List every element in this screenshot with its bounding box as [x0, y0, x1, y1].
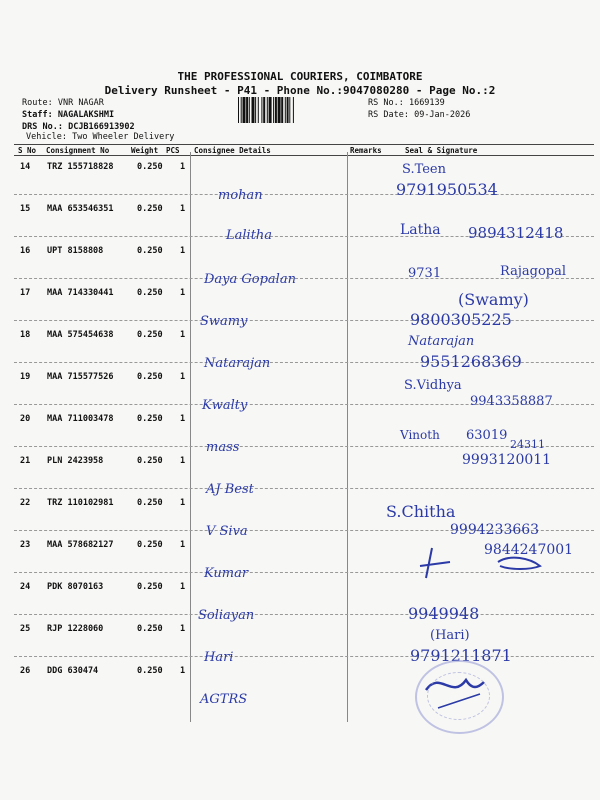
cell-consignment: MAA 653546351 — [47, 204, 114, 214]
signature-phone: 9994233663 — [450, 522, 540, 538]
staff-label: Staff: — [22, 110, 53, 120]
handwritten-name: mohan — [218, 188, 263, 203]
barcode-bar — [285, 97, 286, 123]
cell-consignment: MAA 575454638 — [47, 330, 114, 340]
signature: (Swamy) — [458, 290, 529, 309]
barcode-bar — [255, 97, 256, 123]
rs-no-field — [368, 98, 445, 108]
rs-date-value: 09-Jan-2026 — [414, 110, 471, 120]
cell-sno: 16 — [20, 246, 31, 256]
barcode-bar — [249, 97, 250, 123]
barcode-bar — [281, 97, 283, 123]
cell-sno: 22 — [20, 498, 31, 508]
cell-weight: 0.250 — [137, 540, 163, 550]
handwritten-name: Hari — [204, 650, 234, 665]
barcode-bar — [238, 97, 239, 123]
signature: 63019 — [466, 428, 508, 443]
cell-consignment: TRZ 155718828 — [47, 162, 114, 172]
cell-consignment: TRZ 110102981 — [47, 498, 114, 508]
company-title: THE PROFESSIONAL COURIERS, COIMBATORE — [177, 70, 423, 83]
staff-field — [22, 110, 114, 120]
signature-phone: 9943358887 — [470, 394, 553, 409]
vehicle-value: Two Wheeler Delivery — [72, 132, 175, 142]
barcode-bar — [263, 97, 265, 123]
cell-pcs: 1 — [180, 624, 186, 634]
row-divider — [14, 446, 594, 447]
col-pcs: PCS — [166, 146, 180, 155]
cell-sno: 17 — [20, 288, 31, 298]
staff-value: NAGALAKSHMI — [57, 110, 115, 120]
signature-phone: 9844247001 — [484, 542, 574, 558]
vehicle-field — [26, 132, 174, 142]
drs-field — [22, 122, 135, 132]
cell-consignment: PDK 8070163 — [47, 582, 104, 592]
cell-pcs: 1 — [180, 162, 186, 172]
cell-weight: 0.250 — [137, 330, 163, 340]
col-sno: S No — [18, 146, 37, 155]
handwritten-name: Daya Gopalan — [204, 272, 296, 287]
handwritten-name: V Siva — [206, 524, 248, 539]
route-label: Route: — [22, 98, 53, 108]
handwritten-name: AJ Best — [206, 482, 254, 497]
handwritten-name: Swamy — [200, 314, 248, 329]
signature-phone: 9791950534 — [396, 180, 498, 199]
barcode-bar — [287, 97, 289, 123]
cell-pcs: 1 — [180, 204, 186, 214]
barcode-bar — [269, 97, 272, 123]
barcode-bar — [261, 97, 262, 123]
barcode-bar — [275, 97, 277, 123]
cell-weight: 0.250 — [137, 162, 163, 172]
cell-pcs: 1 — [180, 330, 186, 340]
cell-weight: 0.250 — [137, 204, 163, 214]
barcode-bar — [273, 97, 274, 123]
cell-sno: 18 — [20, 330, 31, 340]
courier-stamp — [415, 660, 504, 734]
cell-pcs: 1 — [180, 372, 186, 382]
cell-sno: 24 — [20, 582, 31, 592]
table-row — [0, 152, 600, 194]
signature: S.Vidhya — [404, 378, 462, 393]
barcode-bar — [246, 97, 248, 123]
barcode-bar — [258, 97, 259, 123]
runsheet-title: Delivery Runsheet - P41 - Phone No.:9047080280 - Page No.:2 — [104, 84, 496, 97]
rs-date-label: RS Date: — [368, 110, 409, 120]
barcode — [238, 97, 366, 123]
cell-pcs: 1 — [180, 666, 186, 676]
route-field — [22, 98, 104, 108]
cell-consignment: MAA 578682127 — [47, 540, 114, 550]
cell-pcs: 1 — [180, 414, 186, 424]
cell-pcs: 1 — [180, 246, 186, 256]
cell-consignment: MAA 714330441 — [47, 288, 114, 298]
vehicle-label: Vehicle: — [26, 132, 67, 142]
signature: S.Teen — [402, 162, 446, 177]
signature: Rajagopal — [500, 264, 566, 279]
signature: (Hari) — [430, 628, 470, 643]
handwritten-name: Kwalty — [202, 398, 248, 413]
cell-sno: 21 — [20, 456, 31, 466]
cell-weight: 0.250 — [137, 666, 163, 676]
col-consignment: Consignment No — [46, 146, 110, 155]
col-consignee: Consignee Details — [194, 146, 271, 155]
barcode-bar — [293, 97, 294, 123]
cell-sno: 20 — [20, 414, 31, 424]
cell-consignment: MAA 711003478 — [47, 414, 114, 424]
barcode-bar — [289, 97, 290, 123]
cell-weight: 0.250 — [137, 582, 163, 592]
handwritten-name: Kumar — [204, 566, 249, 581]
handwritten-name: Lalitha — [226, 228, 273, 243]
row-divider — [14, 194, 594, 195]
cell-weight: 0.250 — [137, 246, 163, 256]
barcode-bar — [267, 97, 268, 123]
cell-sno: 26 — [20, 666, 31, 676]
handwritten-name: Soliayan — [198, 608, 255, 623]
handwritten-name: Natarajan — [204, 356, 271, 371]
signature-phone: 9551268369 — [420, 352, 522, 371]
barcode-bar — [278, 97, 281, 123]
cell-sno: 25 — [20, 624, 31, 634]
signature: Vinoth — [400, 428, 440, 442]
cell-sno: 19 — [20, 372, 31, 382]
cell-weight: 0.250 — [137, 624, 163, 634]
cell-consignment: UPT 8158808 — [47, 246, 104, 256]
cell-consignment: DDG 630474 — [47, 666, 99, 676]
cell-pcs: 1 — [180, 456, 186, 466]
cell-weight: 0.250 — [137, 288, 163, 298]
signature-phone: 9894312418 — [468, 224, 564, 242]
cell-pcs: 1 — [180, 498, 186, 508]
barcode-bar — [241, 97, 242, 123]
signature-phone: 9993120011 — [462, 452, 552, 468]
rs-no-value: 1669139 — [408, 98, 445, 108]
cell-pcs: 1 — [180, 582, 186, 592]
signature-phone: 9949948 — [408, 604, 480, 623]
header-top-rule — [14, 144, 594, 145]
signature-phone: 9800305225 — [410, 310, 512, 329]
col-seal: Seal & Signature — [405, 146, 478, 155]
cell-pcs: 1 — [180, 540, 186, 550]
signature-phone: 9731 — [408, 266, 442, 281]
barcode-bar — [252, 97, 255, 123]
cell-pcs: 1 — [180, 288, 186, 298]
rs-no-label: RS No.: — [368, 98, 404, 108]
cell-weight: 0.250 — [137, 372, 163, 382]
signature: Natarajan — [408, 334, 475, 349]
handwritten-name: mass — [206, 440, 240, 455]
signature: 24311 — [510, 438, 545, 451]
rs-date-field — [368, 110, 470, 120]
signature: Latha — [400, 222, 441, 238]
row-divider — [14, 488, 594, 489]
signature: S.Chitha — [386, 502, 456, 521]
cell-sno: 14 — [20, 162, 31, 172]
cell-consignment: RJP 1228060 — [47, 624, 104, 634]
cell-weight: 0.250 — [137, 456, 163, 466]
cell-sno: 23 — [20, 540, 31, 550]
cell-sno: 15 — [20, 204, 31, 214]
col-weight: Weight — [131, 146, 159, 155]
drs-label: DRS No.: — [22, 122, 63, 132]
barcode-bar — [243, 97, 246, 123]
drs-value: DCJB166913902 — [68, 122, 135, 132]
cell-consignment: PLN 2423958 — [47, 456, 104, 466]
col-remarks: Remarks — [350, 146, 382, 155]
cell-weight: 0.250 — [137, 414, 163, 424]
handwritten-name: AGTRS — [200, 692, 248, 707]
cell-weight: 0.250 — [137, 498, 163, 508]
route-value: VNR NAGAR — [57, 98, 104, 108]
signature-phone: 9791211871 — [410, 646, 512, 665]
cell-consignment: MAA 715577526 — [47, 372, 114, 382]
